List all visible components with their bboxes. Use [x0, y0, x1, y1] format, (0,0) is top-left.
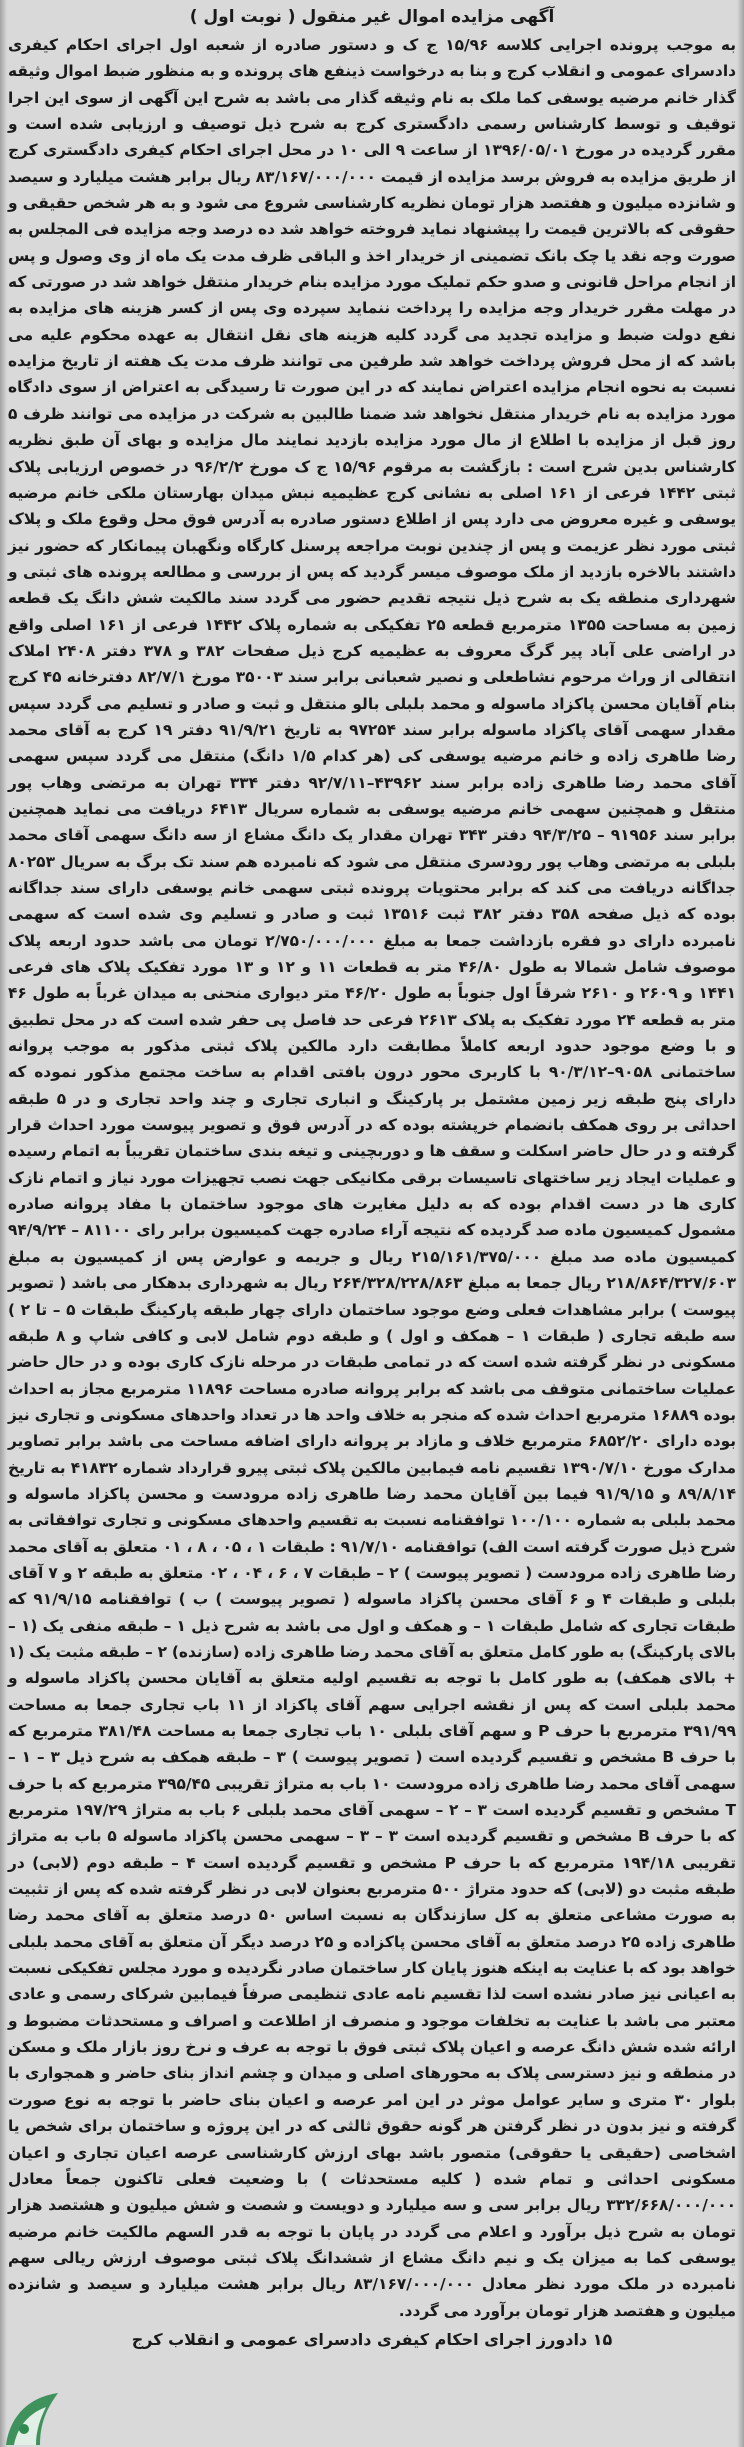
notice-signature: ۱۵ دادورز اجرای احکام کیفری دادسرای عمومی و انقلاب کرج: [131, 2329, 613, 2349]
notice-title: آگهی مزایده اموال غیر منقول ( نوبت اول ): [189, 7, 555, 27]
paper-edge-shadow-right: [737, 0, 744, 2447]
publication-seal-icon: [0, 2367, 78, 2447]
notice-paragraph: به موجب پرونده اجرایی کلاسه ۱۵/۹۶ ج ک و دستور صادره از شعبه اول اجرای احکام کیفری دادسرای عمومی و انقلاب کرج و بنا به درخواست ذینفع های پرونده و به منظور ضبط اموال وثیقه گذار خانم مرضیه یوسفی کما ملک به نام وثیقه گذار می باشد به شرح این آگهی از سوی این اجرا توقیف و توسط کارشناس رسمی دادگستری کرج به شرح ذیل توصیف و ارزیابی شده است و مقرر گردیده در مورخ ۱۳۹۶/۰۵/۰۱ از ساعت ۹ الی ۱۰ در محل اجرای احکام کیفری دادگستری کرج از طریق مزایده به فروش برسد مزایده از قیمت ۸۳/۱۶۷/۰۰۰/۰۰۰ ریال برابر هشت میلیارد و سیصد و شانزده میلیون و هفتصد هزار تومان نظریه کارشناسی شروع می شود و به هر شخص حقیقی و حقوقی که بالاترین قیمت را پیشنهاد نماید فروخته خواهد شد ده درصد وجه مزایده فی المجلس به صورت وجه نقد یا چک بانک تضمینی از خریدار اخذ و الباقی ظرف مدت یک ماه از وی وصول و پس از انجام مراحل قانونی و صدو حکم تملیک مورد مزایده بنام خریدار منتقل خواهد شد در صورتی که در مهلت مقرر خریدار وجه مزایده را پرداخت ننماید سپرده وی پس از کسر هزینه های مزایده به نفع دولت ضبط و مزایده تجدید می گردد کلیه هزینه های نقل انتقال به عهده محکوم علیه می باشد که از محل فروش پرداخت خواهد شد طرفین می توانند ظرف مدت یک هفته از تاریخ مزایده نسبت به نحوه انجام مزایده اعتراض نمایند که در این صورت تا رسیدگی به اعتراض از سوی دادگاه مورد مزایده به نام خریدار منتقل نخواهد شد ضمنا طالبین به شرکت در مزایده می توانند ظرف ۵ روز قبل از مزایده با اطلاع از مال مورد مزایده بازدید نمایند مال مزایده و بهای آن طبق نظریه کارشناس بدین شرح است : بازگشت به مرقوم ۱۵/۹۶ ج ک مورخ ۹۶/۲/۲ در خصوص ارزیابی پلاک ثبتی ۱۴۴۲ فرعی از ۱۶۱ اصلی به نشانی کرج عظیمیه نبش میدان بهارستان ملکی خانم مرضیه یوسفی و غیره معروض می دارد پس از اطلاع دستور صادره به آدرس فوق محل وقوع ملک و پلاک ثبتی مورد نظر عزیمت و پس از چندین نوبت مراجعه پرسنل کارگاه ونگهبان پیمانکار که حضور نیز داشتند بالاخره بازدید از ملک موصوف میسر گردید که پس از بررسی و مطالعه پرونده های ثبتی و شهرداری منطقه یک به شرح ذیل نتیجه تقدیم حضور می گردد سند مالکیت شش دانگ یک قطعه زمین به مساحت ۱۳۵۵ مترمربع قطعه ۲۵ تفکیکی به شماره پلاک ۱۴۴۲ فرعی از ۱۶۱ اصلی واقع در اراضی علی آباد پیر گرگ معروف به عظیمیه کرج ذیل صفحات ۳۸۲ و ۳۷۸ دفتر ۲۴۰۸ املاک انتقالی از وراث مرحوم نشاطعلی و نصیر شعبانی برابر سند ۳۵۰۰۳ مورخ ۸۲/۷/۱ دفترخانه ۴۵ کرج بنام آقایان محسن پاکزاد ماسوله و محمد بلبلی بالو منتقل و ثبت و صادر و تسلیم می گردد سپس مقدار سهمی آقای پاکزاد ماسوله برابر سند ۹۷۲۵۴ به تاریخ ۹۱/۹/۲۱ دفتر ۱۹ کرج به آقای محمد رضا طاهری زاده و خانم مرضیه یوسفی کی (هر کدام ۱/۵ دانگ) منتقل می گردد سپس سهمی آقای محمد رضا طاهری زاده برابر سند ۴۳۹۶۲–۹۲/۷/۱۱ دفتر ۳۳۴ تهران به مرتضی وهاب پور منتقل و همچنین سهمی خانم مرضیه یوسفی به شماره سریال ۶۴۱۳ دریافت می نماید همچنین برابر سند ۹۱۹۵۶ – ۹۴/۳/۲۵ دفتر ۳۴۳ تهران مقدار یک دانگ مشاع از سه دانگ سهمی آقای محمد بلبلی به مرتضی وهاب پور رودسری منتقل می شود که نامبرده هم سند تک برگ به سریال ۸۰۲۵۳ جداگانه دریافت می کند که برابر محتویات پرونده ثبتی سهمی خانم یوسفی دارای سند جداگانه بوده که ذیل صفحه ۳۵۸ دفتر ۳۸۲ ثبت ۱۳۵۱۶ ثبت و صادر و تسلیم وی شده است که سهمی نامبرده دارای دو فقره بازداشت جمعا به مبلغ ۲/۷۵۰/۰۰۰/۰۰۰ تومان می باشد حدود اربعه پلاک موصوف شامل شمالا به طول ۴۶/۸۰ متر به قطعات ۱۱ و ۱۲ و ۱۳ مورد تفکیک پلاک های فرعی ۱۴۴۱ و ۲۶۰۹ و ۲۶۱۰ شرقاً اول جنوباً به طول ۴۶/۲۰ متر دیواری منحنی به میدان غرباً به طول ۴۶ متر به قطعه ۲۴ مورد تفکیک به پلاک ۲۶۱۳ فرعی حد فاصل پی حفر شده است که در محل تطبیق و با وضع موجود حدود اربعه کاملاً مطابقت دارد مالکین پلاک ثبتی مذکور به موجب پروانه ساختمانی ۹۰۵۸–۹۰/۳/۱۲ با کاربری محور درون بافتی اقدام به ساخت مجتمع مذکور نموده که دارای پنج طبقه زیر زمین مشتمل بر پارکینگ و انباری تجاری و چند واحد تجاری و در ۵ طبقه احداثی بر روی همکف بانضمام خرپشته بوده که در آدرس فوق و تصویر پیوست مورد احداث قرار گرفته و در حال حاضر اسکلت و سقف ها و دوربچینی و تیغه بندی ساختمان تقریباً به اتمام رسیده و عملیات ایجاد زیر ساختهای تاسیسات برقی مکانیکی جهت نصب تجهیزات مورد نیاز و اتمام نازک کاری ها در دست اقدام بوده که به دلیل مغایرت های موجود ساختمان با مفاد پروانه صادره مشمول کمیسیون ماده صد گردیده که نتیجه آراء صادره جهت کمیسیون برابر رای ۸۱۱۰۰ – ۹۴/۹/۲۴ کمیسیون ماده صد مبلغ ۲۱۵/۱۶۱/۳۷۵/۰۰۰ ریال و جریمه و عوارض پس از کمیسیون به مبلغ ۲۱۸/۸۶۴/۳۲۷/۶۰۳ ریال جمعا به مبلغ ۲۶۴/۳۲۸/۲۲۸/۸۶۳ ریال به شهرداری بدهکار می باشد ( تصویر پیوست ) برابر مشاهدات فعلی وضع موجود ساختمان دارای چهار طبقه پارکینگ طبقات ۵ – تا ۲ ) سه طبقه تجاری ( طبقات ۱ – همکف و اول ) و طبقه دوم شامل لابی و کافی شاپ و ۸ طبقه مسکونی در نظر گرفته شده است که در تمامی طبقات در مرحله نازک کاری بوده و در حال حاضر عملیات ساختمانی متوقف می باشد که برابر پروانه صادره مساحت ۱۱۸۹۶ مترمربع مجاز به احداث بوده ۱۶۸۸۹ مترمربع احداث شده که منجر به خلاف واحد ها در تعداد واحدهای مسکونی و تجاری نیز بوده دارای ۶۸۵۲/۲۰ مترمربع خلاف و مازاد بر پروانه دارای اضافه مساحت می باشد برابر تصاویر مدارک مورخ ۱۳۹۰/۷/۱۰ تقسیم نامه فیمابین مالکین پلاک ثبتی پیرو قرارداد شماره ۴۱۸۳۲ به تاریخ ۸۹/۸/۱۴ و ۹۱/۹/۱۵ فیما بین آقایان محمد رضا طاهری زاده مرودست و محسن پاکزاد ماسوله و محمد بلبلی به شماره ۱۰۰/۱۰۰ توافقنامه نسبت به تقسیم واحدهای مسکونی و تجاری توافقاتی به شرح ذیل صورت گرفته است الف) توافقنامه ۹۱/۷/۱۰ : طبقات ۱ ، ۰۵ ، ۸ ، ۰۱ متعلق به آقای محمد رضا طاهری زاده مرودست ( تصویر پیوست ) ۲ – طبقات ۷ ، ۶ ، ۰۴ ، ۰۲ متعلق به طبقه ۲ و ۷ آقای بلبلی و طبقات ۴ و ۶ آقای محسن پاکزاد ماسوله ( تصویر پیوست ) ب ) توافقنامه ۹۱/۹/۱۵ که طبقات تجاری که شامل طبقات ۱ – و همکف و اول می باشد به شرح ذیل ۱ – طبقه منفی یک (۱ – بالای پارکینگ) به طور کامل متعلق به آقای محمد رضا طاهری زاده (سازنده) ۲ – طبقه مثبت یک (۱ + بالای همکف) به طور کامل با توجه به تقسیم اولیه متعلق به آقایان محسن پاکزاد ماسوله و محمد بلبلی است که پس از نقشه اجرایی سهم آقای پاکزاد از ۱۱ باب تجاری جمعا به مساحت ۳۹۱/۹۹ مترمربع با حرف P و سهم آقای بلبلی ۱۰ باب تجاری جمعا به مساحت ۳۸۱/۴۸ مترمربع که با حرف B مشخص و تقسیم گردیده است ( تصویر پیوست ) ۳ – طبقه همکف به شرح ذیل ۳ – ۱ – سهمی آقای محمد رضا طاهری زاده مرودست ۱۰ باب به متراژ تقریبی ۳۹۵/۴۵ مترمربع که با حرف T مشخص و تقسیم گردیده است ۳ – ۲ – سهمی آقای محمد بلبلی ۶ باب به متراژ ۱۹۷/۲۹ مترمربع که با حرف B مشخص و تقسیم گردیده است ۳ – ۳ – سهمی محسن پاکزاد ماسوله ۵ باب به متراژ تقریبی ۱۹۴/۱۸ مترمربع که با حرف P مشخص و تقسیم گردیده است ۴ – طبقه دوم (لابی) در طبقه مثبت دو (لابی) که حدود متراژ ۵۰۰ مترمربع بعنوان لابی در نظر گرفته شده که پس از تثبیت به صورت مشاعی متعلق به کل سازندگان به نسبت اساس ۵۰ درصد متعلق به آقای محمد رضا طاهری زاده ۲۵ درصد متعلق به آقای محسن پاکزاده و ۲۵ درصد دیگر آن متعلق به آقای محمد بلبلی خواهد بود که با عنایت به اینکه هنوز پایان کار ساختمان صادر نگردیده و مورد مجلس تفکیکی نسبت به اعیانی نیز صادر نشده است لذا تقسیم نامه عادی تنظیمی صرفاً فیمابین شرکای رسمی و عادی معتبر می باشد با عنایت به تخلفات موجود و منصرف از اطلاعت و اصراف و مستحدثات مضبوط و ارائه شده شش دانگ عرصه و اعیان پلاک ثبتی فوق با توجه به عرف و نرخ روز بازار ملک و مسکن در منطقه و نیز دسترسی پلاک به محورهای اصلی و میدان و چشم انداز بنای حاضر و همجواری با بلوار ۳۰ متری و سایر عوامل موثر در این امر عرصه و اعیان بنای حاضر با توجه به نوع صورت گرفته و نیز بدون در نظر گرفتن هر گونه حقوق ثالثی که در این پروژه و ساختمان برای شخص یا اشخاصی (حقیقی یا حقوقی) متصور باشد بهای ارزش کارشناسی عرصه اعیان تجاری و اعیان مسکونی احداثی و تمام شده ( کلیه مستحدثات ) با وضعیت فعلی تاکنون جمعاً معادل ۳۳۲/۶۶۸/۰۰۰/۰۰۰ ریال برابر سی و سه میلیارد و دویست و شصت و شش میلیون و هشتصد هزار تومان به شرح ذیل برآورد و اعلام می گردد در پایان با توجه به قدر السهم مالکیت خانم مرضیه یوسفی کما به میزان یک و نیم دانگ مشاع از ششدانگ پلاک ثبتی موصوف ارزش ریالی سهم نامبرده در ملک مورد نظر معادل ۸۳/۱۶۷/۰۰۰/۰۰۰ ریال برابر هشت میلیارد و سیصد و شانزده میلیون و هفتصد هزار تومان برآورد می گردد.: [8, 36, 737, 2320]
notice-body: [8, 32, 736, 2324]
paper-edge-shadow-left: [0, 0, 7, 2447]
